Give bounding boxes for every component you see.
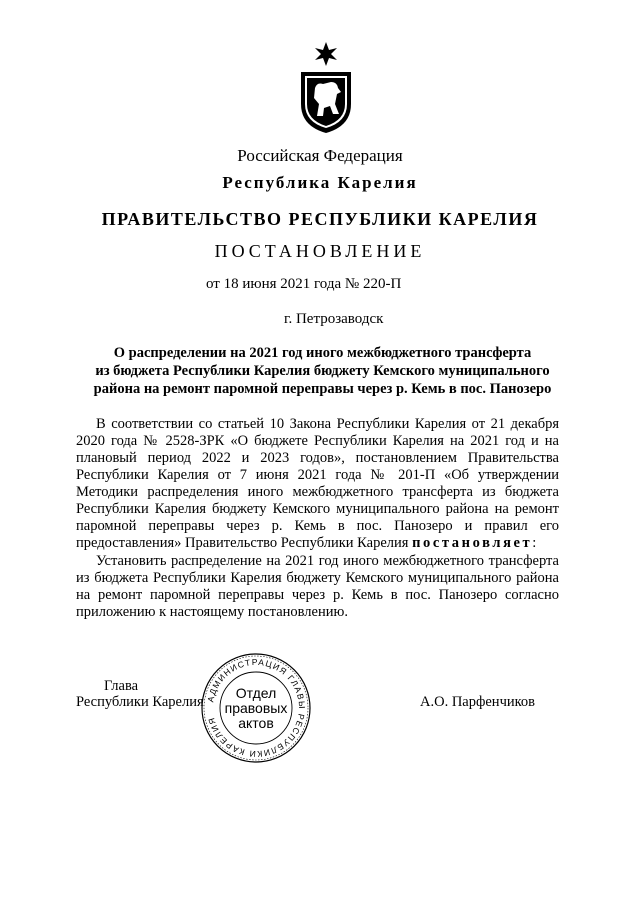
stamp-line: правовых (224, 700, 288, 716)
document-title (70, 344, 575, 398)
signatory-name: А.О. Парфенчиков (420, 694, 536, 710)
stamp-line: Отдел (235, 685, 277, 701)
stamp-line: актов (238, 715, 274, 731)
document-type: ПОСТАНОВЛЕНИЕ (214, 241, 426, 261)
signatory-position: Республики Карелия (76, 694, 204, 710)
country-name: Российская Федерация (237, 146, 403, 165)
title-line: района на ремонт паромной переправы через р. Кемь в пос. Панозеро (93, 381, 552, 397)
body-paragraph-2: Установить распределение на 2021 год иного межбюджетного трансферта из бюджета Республики Карелия бюджету Кемского муниципального района на ремонт паромной переправы через р. Кемь в пос. Панозеро согласно приложению к настоящему постановлению. (76, 553, 559, 620)
coat-of-arms-emblem (297, 42, 355, 134)
resolution-verb: постановляет (412, 535, 533, 551)
document-date-number: от 18 июня 2021 года № 220-П (206, 276, 402, 292)
paragraph-text: В соответствии со статьей 10 Закона Республики Карелия от 21 декабря 2020 года № 2528-ЗРК «О бюджете Республики Карелия на 2021 год и на плановый период 2022 и 2023 годов», постановлением Правительства Республики Карелия от 7 июня 2021 года № 201-П «Об утверждении Методики распределения иного межбюджетного трансферта из бюджета Республики Карелия бюджету Кемского муниципального района на ремонт паромной переправы через р. Кемь в пос. Панозеро и правил его предоставления» Правительство Республики Карелия (76, 416, 559, 551)
republic-name: Республика Карелия (222, 173, 418, 192)
paragraph-end: : (532, 535, 537, 551)
title-line: из бюджета Республики Карелия бюджету Кемского муниципального (95, 363, 550, 379)
star-icon (315, 42, 337, 66)
government-name: ПРАВИТЕЛЬСТВО РЕСПУБЛИКИ КАРЕЛИЯ (101, 209, 539, 229)
stamp-ring-text: АДМИНИСТРАЦИЯ ГЛАВЫ РЕСПУБЛИКИ КАРЕЛИЯ (205, 656, 308, 760)
title-line: О распределении на 2021 год иного межбюджетного трансферта (113, 345, 532, 361)
body-paragraph-1 (76, 416, 559, 552)
signatory-position: Глава (104, 678, 139, 694)
document-city: г. Петрозаводск (284, 311, 384, 327)
